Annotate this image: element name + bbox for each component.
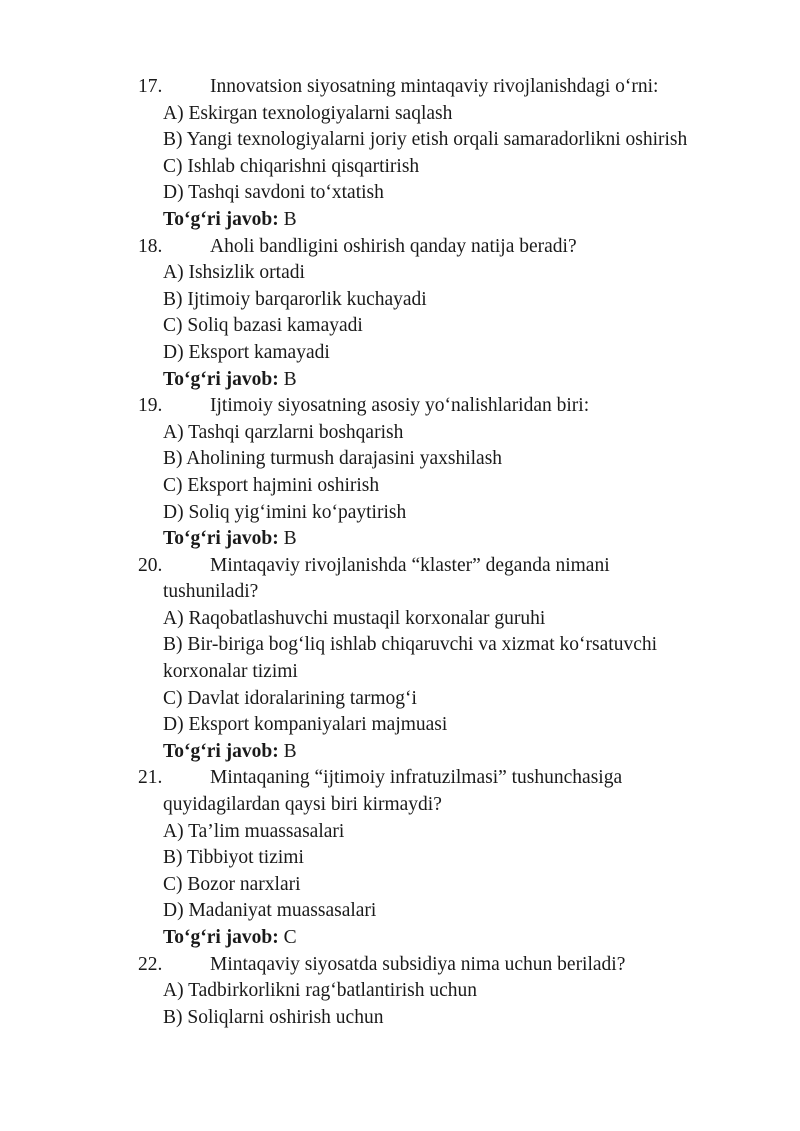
correct-answer-label: To‘g‘ri javob:: [163, 208, 279, 230]
question-text: Mintaqaviy rivojlanishda “klaster” deganda nimani: [210, 554, 610, 576]
answer-option: B) Yangi texnologiyalarni joriy etish orqali samaradorlikni oshirish: [163, 129, 688, 151]
question-header: [0, 765, 800, 792]
answer-option: A) Tadbirkorlikni rag‘batlantirish uchun: [163, 980, 477, 1002]
question-block: [0, 952, 800, 1032]
correct-answer-label: To‘g‘ri javob:: [163, 927, 279, 948]
answer-option: D) Eksport kamayadi: [163, 341, 330, 363]
question-number: 19.: [138, 395, 163, 417]
correct-answer: [0, 526, 800, 553]
answer-option: C) Eksport hajmini oshirish: [163, 474, 380, 496]
correct-answer-value: B: [283, 528, 297, 550]
question-number: 22.: [138, 953, 163, 975]
answer-option: C) Davlat idoralarining tarmog‘i: [163, 687, 417, 709]
question-block: [0, 765, 800, 951]
answer-option: B) Aholining turmush darajasini yaxshilash: [163, 448, 503, 470]
correct-answer-value: B: [283, 208, 297, 230]
answer-option: A) Tashqi qarzlarni boshqarish: [163, 421, 404, 443]
answer-option: A) Ishsizlik ortadi: [163, 262, 305, 284]
correct-answer-label: To‘g‘ri javob:: [163, 528, 279, 550]
question-text: Mintaqaviy siyosatda subsidiya nima uchun beriladi?: [210, 953, 626, 975]
question-block: [0, 553, 800, 766]
question-header: [0, 393, 800, 420]
correct-answer: [0, 367, 800, 394]
question-text-continuation: quyidagilardan qaysi biri kirmaydi?: [163, 794, 442, 816]
question-header: [0, 553, 800, 580]
question-header: [0, 952, 800, 979]
answer-option: C) Bozor narxlari: [163, 873, 301, 895]
question-text: Mintaqaning “ijtimoiy infratuzilmasi” tushunchasiga: [210, 767, 623, 789]
question-block: [0, 393, 800, 553]
answer-option: B) Bir-biriga bog‘liq ishlab chiqaruvchi va xizmat ko‘rsatuvchi: [163, 634, 658, 656]
answer-option: D) Madaniyat muassasalari: [163, 900, 377, 922]
answer-option: B) Ijtimoiy barqarorlik kuchayadi: [163, 288, 427, 310]
question-text: Ijtimoiy siyosatning asosiy yo‘nalishlaridan biri:: [210, 395, 590, 417]
correct-answer-label: To‘g‘ri javob:: [163, 740, 279, 762]
question-text: Aholi bandligini oshirish qanday natija beradi?: [210, 235, 577, 257]
answer-option: D) Soliq yig‘imini ko‘paytirish: [163, 501, 407, 523]
answer-option: D) Tashqi savdoni to‘xtatish: [163, 182, 384, 204]
question-text: Innovatsion siyosatning mintaqaviy rivojlanishdagi o‘rni:: [210, 76, 659, 97]
question-header: [0, 74, 800, 101]
answer-option: D) Eksport kompaniyalari majmuasi: [163, 714, 448, 736]
question-number: 20.: [138, 554, 163, 576]
correct-answer-value: B: [283, 368, 297, 390]
question-text-continuation: tushuniladi?: [163, 581, 259, 603]
correct-answer-value: B: [283, 740, 297, 762]
correct-answer-label: To‘g‘ri javob:: [163, 368, 279, 390]
question-header: [0, 234, 800, 261]
correct-answer-value: C: [283, 927, 297, 948]
correct-answer: [0, 739, 800, 766]
answer-option: A) Eskirgan texnologiyalarni saqlash: [163, 102, 453, 124]
question-block: [0, 74, 800, 234]
correct-answer: [0, 925, 800, 952]
answer-option: C) Ishlab chiqarishni qisqartirish: [163, 155, 420, 177]
correct-answer: [0, 207, 800, 234]
answer-option: A) Raqobatlashuvchi mustaqil korxonalar guruhi: [163, 607, 546, 629]
answer-option: B) Soliqlarni oshirish uchun: [163, 1006, 384, 1028]
document-page: [0, 74, 800, 1031]
answer-option: A) Ta’lim muassasalari: [163, 820, 345, 842]
question-number: 18.: [138, 235, 163, 257]
answer-option: C) Soliq bazasi kamayadi: [163, 315, 363, 337]
answer-option: korxonalar tizimi: [163, 661, 298, 683]
question-number: 21.: [138, 767, 163, 789]
question-number: 17.: [138, 76, 163, 97]
question-block: [0, 234, 800, 394]
answer-option: B) Tibbiyot tizimi: [163, 847, 304, 869]
